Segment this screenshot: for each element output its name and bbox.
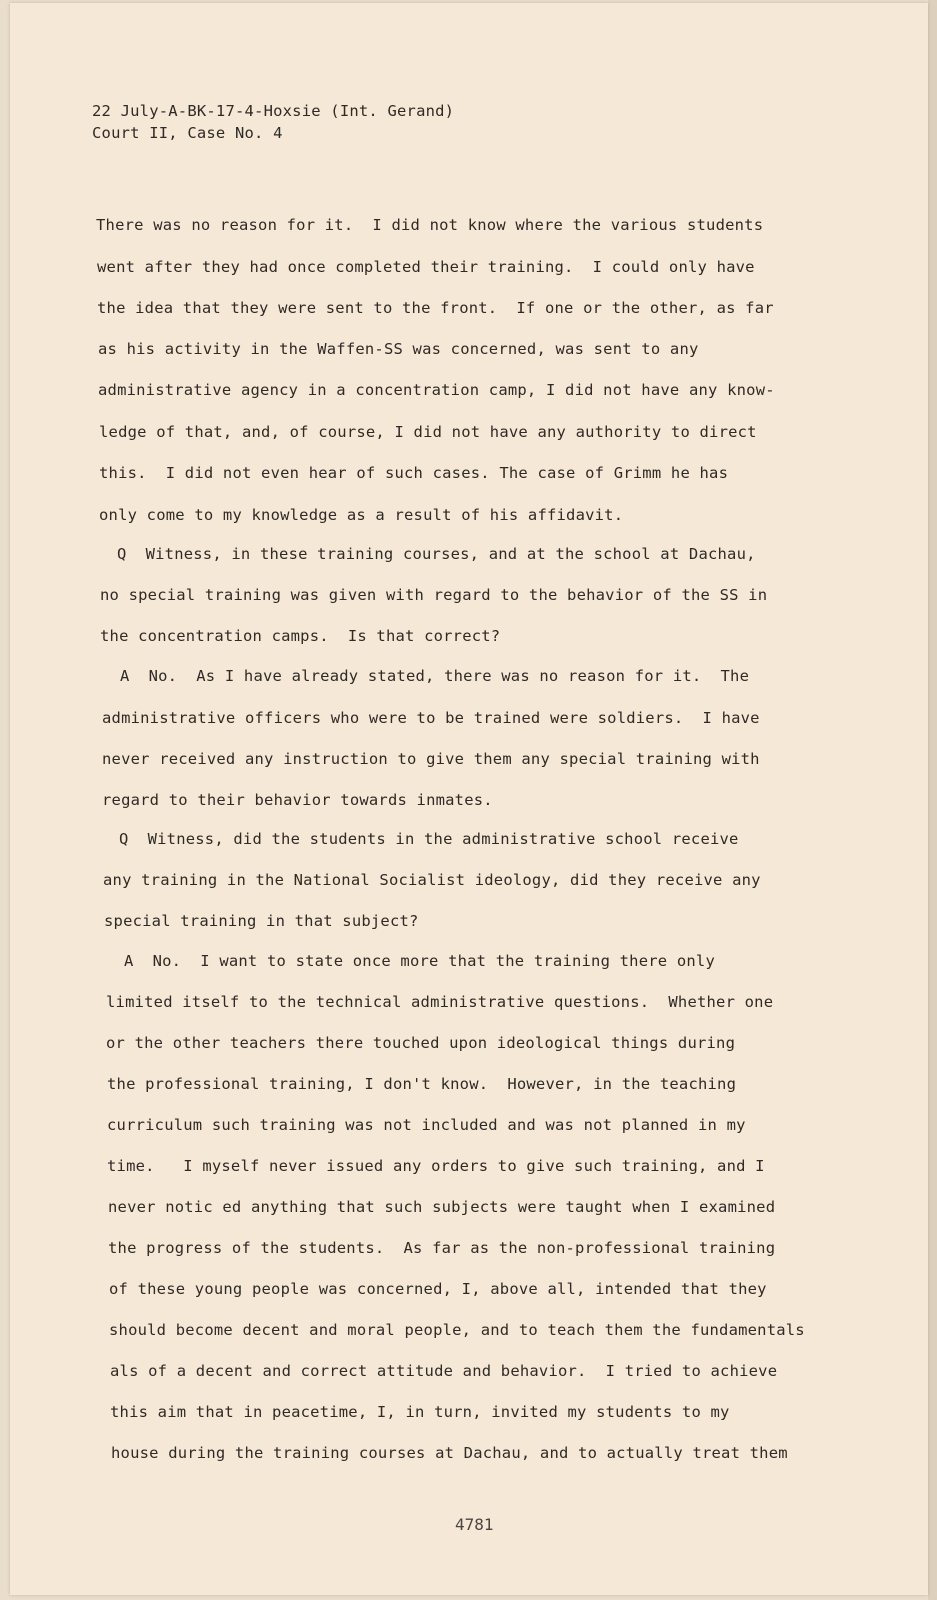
transcript-line: the idea that they were sent to the front. If one or the other, as far (97, 299, 774, 317)
transcript-line: should become decent and moral people, and to teach them the fundamentals (109, 1321, 805, 1339)
transcript-line: or the other teachers there touched upon ideological things during (106, 1034, 736, 1052)
transcript-line: the concentration camps. Is that correct? (100, 627, 501, 645)
transcript-line: the progress of the students. As far as the non-professional training (108, 1239, 776, 1257)
transcript-line: of these young people was concerned, I, above all, intended that they (109, 1280, 767, 1298)
transcript-line: this. I did not even hear of such cases. The case of Grimm he has (99, 464, 729, 482)
transcript-line: regard to their behavior towards inmates. (102, 791, 493, 809)
transcript-line: Q Witness, in these training courses, and at the school at Dachau, (117, 545, 756, 563)
transcript-line: limited itself to the technical administrative questions. Whether one (106, 993, 774, 1011)
header-line-date-reference: 22 July-A-BK-17-4-Hoxsie (Int. Gerand) (92, 102, 455, 120)
scan-edge (928, 0, 937, 1600)
transcript-line: went after they had once completed their training. I could only have (97, 258, 755, 276)
transcript-line: any training in the National Socialist ideology, did they receive any (103, 871, 761, 889)
transcript-line: A No. As I have already stated, there was no reason for it. The (120, 667, 750, 685)
transcript-line: Q Witness, did the students in the administrative school receive (119, 830, 739, 848)
transcript-line: house during the training courses at Dachau, and to actually treat them (111, 1444, 788, 1462)
transcript-line: als of a decent and correct attitude and behavior. I tried to achieve (110, 1362, 778, 1380)
transcript-line: no special training was given with regard to the behavior of the SS in (100, 586, 768, 604)
transcript-line: special training in that subject? (104, 912, 419, 930)
transcript-line: A No. I want to state once more that the training there only (124, 952, 715, 970)
transcript-line: as his activity in the Waffen-SS was concerned, was sent to any (98, 340, 699, 358)
transcript-line: only come to my knowledge as a result of his affidavit. (99, 506, 624, 524)
transcript-line: this aim that in peacetime, I, in turn, invited my students to my (110, 1403, 730, 1421)
transcript-line: never notic ed anything that such subjects were taught when I examined (108, 1198, 776, 1216)
transcript-line: time. I myself never issued any orders to give such training, and I (107, 1157, 765, 1175)
transcript-line: There was no reason for it. I did not know where the various students (96, 216, 764, 234)
header-line-court-case: Court II, Case No. 4 (92, 124, 283, 142)
transcript-line: curriculum such training was not included and was not planned in my (107, 1116, 746, 1134)
transcript-line: the professional training, I don't know. However, in the teaching (107, 1075, 737, 1093)
page-number: 4781 (455, 1515, 494, 1534)
transcript-line: ledge of that, and, of course, I did not have any authority to direct (99, 423, 757, 441)
transcript-line: administrative officers who were to be trained were soldiers. I have (102, 709, 760, 727)
transcript-line: administrative agency in a concentration camp, I did not have any know- (98, 381, 775, 399)
transcript-line: never received any instruction to give them any special training with (102, 750, 760, 768)
